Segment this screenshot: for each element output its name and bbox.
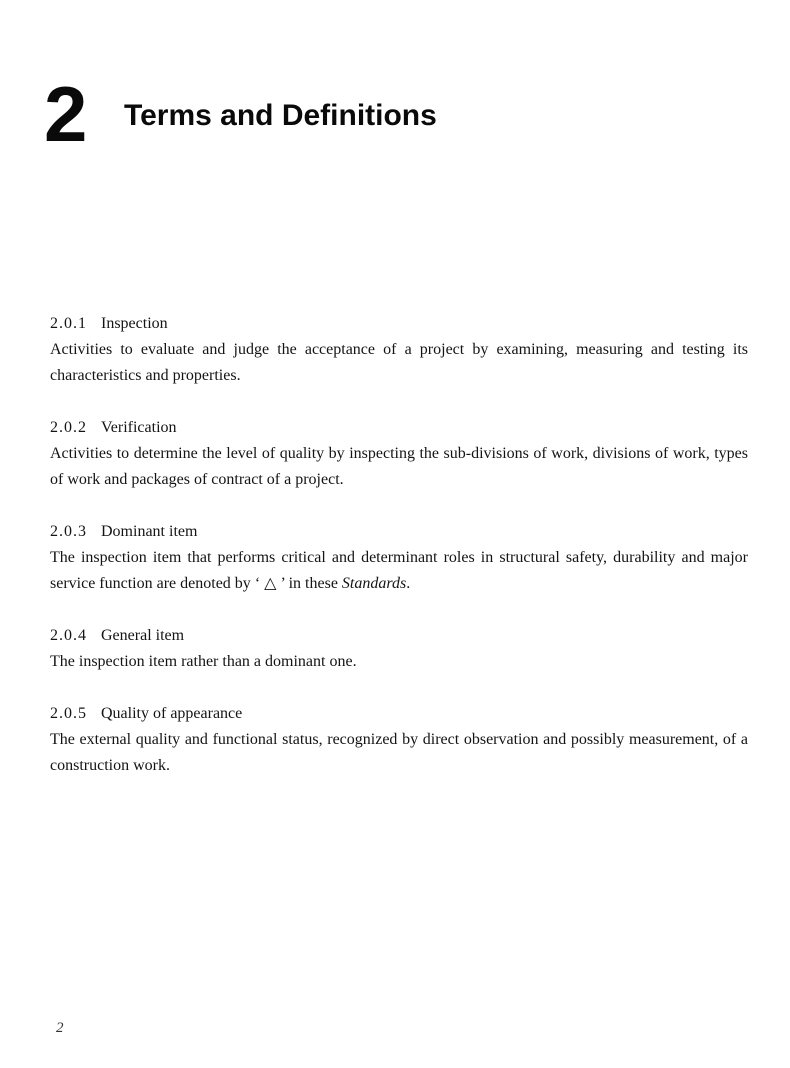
- term-entry: [50, 519, 748, 597]
- term-definition: Activities to evaluate and judge the acceptance of a project by examining, measuring and testing its characteristics and properties.: [50, 341, 748, 384]
- term-definition: Activities to determine the level of quality by inspecting the sub-divisions of work, divisions of work, types of work and packages of contract of a project.: [50, 445, 748, 488]
- term-title: Inspection: [101, 315, 168, 332]
- term-entry: [50, 415, 748, 493]
- term-number: 2.0.2: [50, 419, 87, 436]
- term-number: 2.0.3: [50, 523, 87, 540]
- definition-text: .: [406, 575, 411, 592]
- term-title: Dominant item: [101, 523, 198, 540]
- definition-text: The inspection item that performs critical and determinant roles in structural safety, durability and major service function are denoted by: [50, 549, 748, 592]
- term-entry: [50, 311, 748, 389]
- triangle-symbol: ‘ △ ’: [254, 575, 285, 592]
- term-number: 2.0.4: [50, 627, 87, 644]
- chapter-title: Terms and Definitions: [124, 99, 437, 132]
- term-title: General item: [101, 627, 185, 644]
- chapter-number: 2: [44, 70, 88, 158]
- term-heading: [50, 701, 748, 727]
- term-heading: [50, 519, 748, 545]
- term-number: 2.0.1: [50, 315, 87, 332]
- term-definition: The inspection item rather than a dominant one.: [50, 653, 357, 670]
- terms-list: [50, 311, 748, 805]
- term-heading: [50, 623, 748, 649]
- page-number: 2: [56, 1020, 64, 1036]
- term-entry: [50, 701, 748, 779]
- term-title: Quality of appearance: [101, 705, 243, 722]
- term-entry: [50, 623, 748, 675]
- term-heading: [50, 415, 748, 441]
- term-definition: [50, 545, 748, 597]
- term-heading: [50, 311, 748, 337]
- standards-emphasis: Standards: [341, 575, 407, 592]
- term-definition: The external quality and functional status, recognized by direct observation and possibly measurement, of a construction work.: [50, 731, 748, 774]
- term-number: 2.0.5: [50, 705, 87, 722]
- term-title: Verification: [101, 419, 177, 436]
- definition-text: in these: [284, 575, 342, 592]
